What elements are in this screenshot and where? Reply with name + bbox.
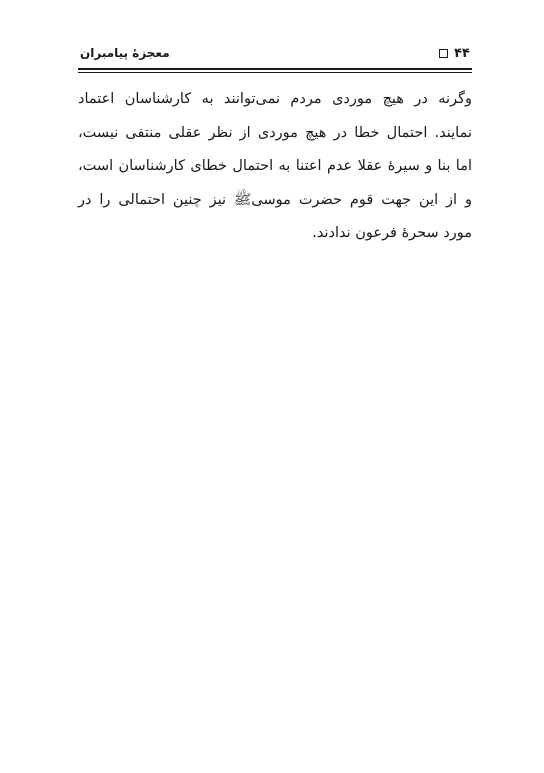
- book-page: [78, 40, 472, 251]
- text-line: و از این جهت قوم حضرت موسی‌ﷺ نیز چنین احتمالی را در: [78, 191, 472, 208]
- square-bullet-icon: [439, 49, 448, 58]
- text-line: مورد سحرۀ فرعون ندادند.: [312, 225, 472, 241]
- text-line: اما بنا و سیرۀ عقلا عدم اعتنا به احتمال خطای کارشناسان است،: [78, 158, 472, 174]
- page-header: [78, 40, 472, 66]
- page-marker: [439, 46, 470, 61]
- header-rule-thin: [78, 72, 472, 73]
- page-number: ۴۴: [454, 45, 470, 61]
- text-line: نمایند. احتمال خطا در هیچ موردی از نظر عقلی منتفی نیست،: [78, 124, 472, 141]
- running-title: معجزۀ پیامبران: [80, 46, 170, 60]
- header-rule-thick: [78, 68, 472, 70]
- text-line: وگرنه در هیچ موردی مردم نمی‌توانند به کارشناسان اعتماد: [78, 91, 472, 107]
- body-text: [78, 83, 472, 251]
